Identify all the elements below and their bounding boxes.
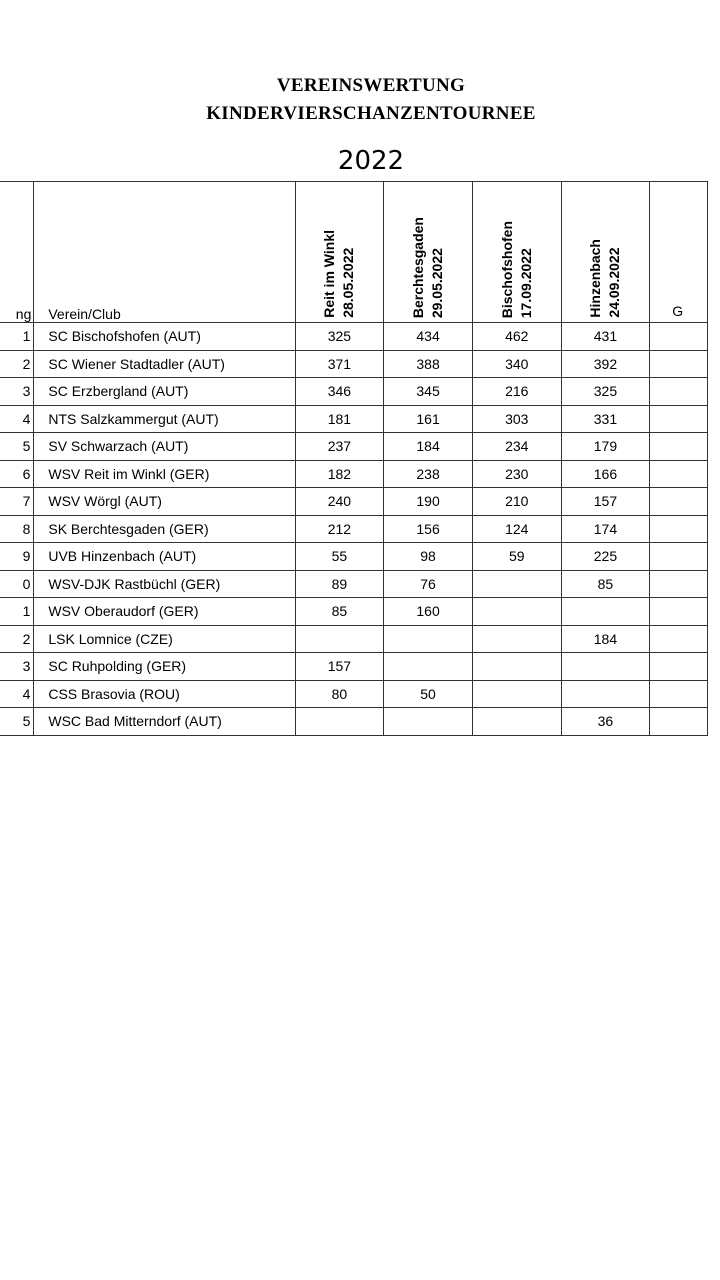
score-cell: 182 [295,460,384,488]
club-cell: SC Erzbergland (AUT) [34,378,295,406]
rank-cell: 6 [0,460,34,488]
score-cell [472,598,561,626]
score-cell: 89 [295,570,384,598]
rank-cell: 4 [0,680,34,708]
score-cell: 237 [295,433,384,461]
score-cell: 184 [561,625,650,653]
score-cell: 346 [295,378,384,406]
title-line-1: VEREINSWERTUNG [276,75,466,96]
score-cell: 190 [384,488,473,516]
score-cell: 303 [472,405,561,433]
rank-cell: 9 [0,543,34,571]
total-cell [650,625,708,653]
score-cell: 238 [384,460,473,488]
score-cell: 212 [295,515,384,543]
score-cell: 59 [472,543,561,571]
total-cell [650,460,708,488]
document-title [0,72,720,128]
score-cell: 371 [295,350,384,378]
table-row [0,570,708,598]
score-cell [384,708,473,736]
score-cell: 225 [561,543,650,571]
club-cell: SC Ruhpolding (GER) [34,653,295,681]
score-cell: 157 [295,653,384,681]
score-cell: 340 [472,350,561,378]
year-heading: 2022 [337,146,405,176]
event-date: 28.05.2022 [340,247,357,318]
score-cell [384,625,473,653]
rank-column-header: ng [0,182,34,323]
score-cell: 434 [384,323,473,351]
score-cell [295,625,384,653]
event-date: 17.09.2022 [517,247,534,318]
event-name: Berchtesgaden [410,216,427,318]
score-cell: 85 [295,598,384,626]
total-cell [650,598,708,626]
rank-cell: 4 [0,405,34,433]
club-cell: NTS Salzkammergut (AUT) [34,405,295,433]
rank-cell: 8 [0,515,34,543]
rank-cell: 2 [0,625,34,653]
table-row [0,488,708,516]
total-cell [650,543,708,571]
score-cell [472,625,561,653]
club-cell: SC Bischofshofen (AUT) [34,323,295,351]
results-body [0,323,708,736]
score-cell [472,653,561,681]
score-cell: 156 [384,515,473,543]
table-row [0,653,708,681]
total-cell [650,708,708,736]
score-cell: 98 [384,543,473,571]
event-name: Hinzenbach [587,239,604,318]
table-row [0,708,708,736]
club-cell: SC Wiener Stadtadler (AUT) [34,350,295,378]
total-cell [650,378,708,406]
score-cell: 325 [295,323,384,351]
event-date: 24.09.2022 [606,247,623,318]
total-cell [650,515,708,543]
score-cell: 85 [561,570,650,598]
club-cell: CSS Brasovia (ROU) [34,680,295,708]
score-cell [561,680,650,708]
total-column-header: G [650,182,708,323]
club-cell: SV Schwarzach (AUT) [34,433,295,461]
event-date: 29.05.2022 [429,247,446,318]
club-cell: WSV Oberaudorf (GER) [34,598,295,626]
score-cell: 230 [472,460,561,488]
total-cell [650,323,708,351]
score-cell [561,598,650,626]
table-row [0,323,708,351]
total-cell [650,405,708,433]
total-cell [650,680,708,708]
score-cell: 216 [472,378,561,406]
score-cell: 80 [295,680,384,708]
score-cell [295,708,384,736]
club-cell: WSV Reit im Winkl (GER) [34,460,295,488]
table-row [0,378,708,406]
rank-cell: 5 [0,433,34,461]
score-cell: 325 [561,378,650,406]
score-cell [384,653,473,681]
score-cell: 157 [561,488,650,516]
table-row [0,598,708,626]
rank-cell: 3 [0,653,34,681]
score-cell: 124 [472,515,561,543]
score-cell: 166 [561,460,650,488]
event-column-header [472,182,561,323]
score-cell [472,680,561,708]
club-cell: WSV Wörgl (AUT) [34,488,295,516]
club-cell: LSK Lomnice (CZE) [34,625,295,653]
score-cell: 36 [561,708,650,736]
score-cell: 331 [561,405,650,433]
club-cell: SK Berchtesgaden (GER) [34,515,295,543]
rank-cell: 1 [0,598,34,626]
score-cell: 388 [384,350,473,378]
score-cell: 160 [384,598,473,626]
table-row [0,625,708,653]
table-row [0,680,708,708]
table-row [0,515,708,543]
score-cell: 431 [561,323,650,351]
score-cell [472,708,561,736]
results-table [0,181,708,736]
score-cell: 462 [472,323,561,351]
club-cell: UVB Hinzenbach (AUT) [34,543,295,571]
event-column-header [384,182,473,323]
club-cell: WSC Bad Mitterndorf (AUT) [34,708,295,736]
event-column-header [295,182,384,323]
rank-cell: 5 [0,708,34,736]
club-column-header: Verein/Club [34,182,295,323]
header-row [0,182,708,323]
event-name: Reit im Winkl [321,230,338,318]
score-cell: 210 [472,488,561,516]
score-cell: 392 [561,350,650,378]
score-cell: 174 [561,515,650,543]
total-cell [650,653,708,681]
total-cell [650,488,708,516]
event-column-header [561,182,650,323]
score-cell: 181 [295,405,384,433]
rank-cell: 7 [0,488,34,516]
score-cell: 234 [472,433,561,461]
score-cell: 161 [384,405,473,433]
club-cell: WSV-DJK Rastbüchl (GER) [34,570,295,598]
rank-cell: 1 [0,323,34,351]
score-cell: 179 [561,433,650,461]
table-row [0,350,708,378]
score-cell: 345 [384,378,473,406]
score-cell: 76 [384,570,473,598]
total-cell [650,350,708,378]
score-cell: 50 [384,680,473,708]
score-cell: 240 [295,488,384,516]
table-row [0,543,708,571]
rank-cell: 3 [0,378,34,406]
score-cell: 55 [295,543,384,571]
table-row [0,433,708,461]
score-cell: 184 [384,433,473,461]
total-cell [650,433,708,461]
title-line-2: KINDERVIERSCHANZENTOURNEE [206,103,536,124]
total-cell [650,570,708,598]
table-row [0,460,708,488]
score-cell [472,570,561,598]
score-cell [561,653,650,681]
rank-cell: 2 [0,350,34,378]
rank-cell: 0 [0,570,34,598]
table-row [0,405,708,433]
event-name: Bischofshofen [498,220,515,318]
